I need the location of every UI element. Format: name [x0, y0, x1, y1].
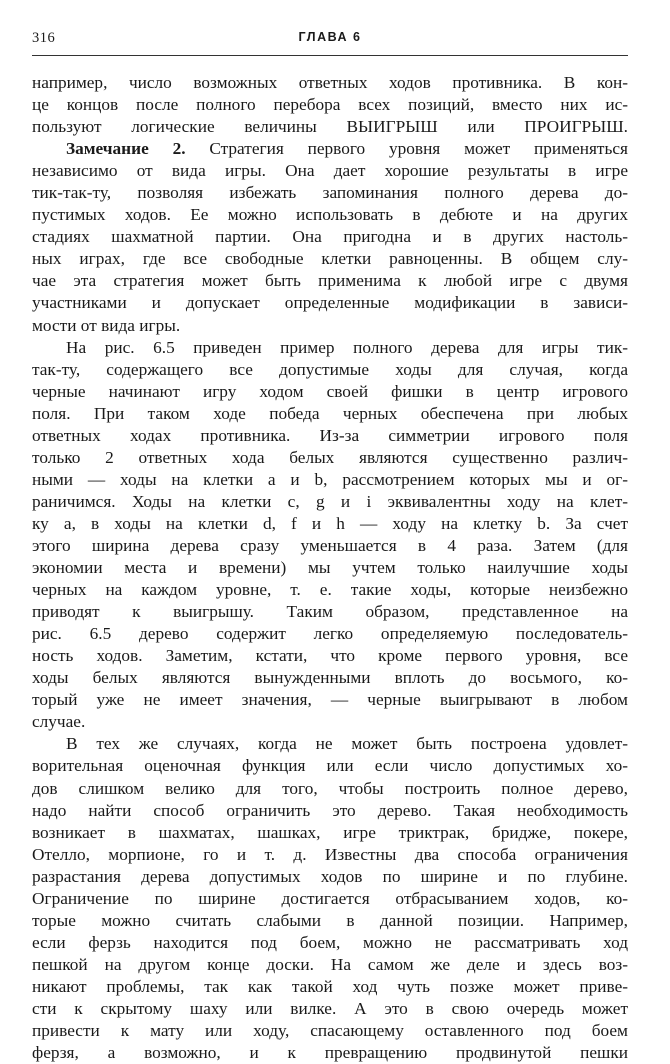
text-line: надо найти способ ограничить это дерево. Такая необходимость [32, 800, 628, 820]
text-line: только 2 ответных хода белых являются существенно различ- [32, 447, 628, 467]
text-line: разрастания дерева допустимых ходов по ширине и по глубине. [32, 866, 628, 886]
text-line: ходы белых являются вынужденными вплоть до восьмого, ко- [32, 668, 628, 688]
header-rule [32, 55, 628, 56]
page-number: 316 [32, 30, 56, 46]
text-line: возникает в шахматах, шашках, игре триктрак, бридже, покере, [32, 822, 628, 842]
running-header [32, 30, 628, 52]
text-line: На рис. 6.5 приведен пример полного дерева для игры тик- [66, 337, 628, 357]
text-line: ность ходов. Заметим, кстати, что кроме первого уровня, все [32, 646, 628, 666]
text-line: це концов после полного перебора всех позиций, вместо них ис- [32, 95, 628, 115]
text-line: пешкой на другом конце доски. На самом же деле и здесь воз- [32, 954, 628, 974]
text-line: ворительная оценочная функция или если число допустимых хо- [32, 756, 628, 776]
text-line: тик-так-ту, позволяя избежать запоминания полного дерева до- [32, 183, 628, 203]
remark-label: Замечание 2. [66, 139, 186, 159]
text-line: пользуют логические величины ВЫИГРЫШ или ПРОИГРЫШ. [32, 117, 628, 137]
text-line: Отелло, морпионе, го и т. д. Известны два способа ограничения [32, 844, 628, 864]
chapter-title: ГЛАВА 6 [298, 30, 362, 44]
remark-line [32, 138, 628, 160]
text-line: приводят к выигрышу. Таким образом, представленное на [32, 602, 628, 622]
text-line: Ограничение по ширине достигается отбрасыванием ходов, ко- [32, 888, 628, 908]
text-line: случае. [32, 712, 86, 732]
text-line: участниками и допускает определенные модификации в зависи- [32, 293, 628, 313]
text-line: ку a, в ходы на клетки d, f и h — ходу на клетку b. За счет [32, 513, 628, 533]
text-line: мости от вида игры. [32, 315, 181, 335]
text-line: стадиях шахматной партии. Она пригодна и в других настоль- [32, 227, 628, 247]
text-line: пустимых ходов. Ее можно использовать в дебюте и на других [32, 205, 628, 225]
text-line: ферзя, а возможно, и к превращению продвинутой пешки [32, 1043, 628, 1063]
text-line: никают проблемы, так как такой ход чуть позже может приве- [32, 976, 628, 996]
text-line: сти к скрытому шаху или вилке. А это в свою очередь может [32, 998, 628, 1018]
text-line: так-ту, содержащего все допустимые ходы для случая, когда [32, 359, 628, 379]
text-line: экономии места и времени) мы учтем только наилучшие ходы [32, 558, 628, 578]
text-line: торые можно считать слабыми в данной позиции. Например, [32, 910, 628, 930]
body-text [32, 72, 628, 1064]
text-line: черных на каждом уровне, т. е. такие ходы, которые неизбежно [32, 580, 628, 600]
text-line: раничимся. Ходы на клетки c, g и i эквивалентны ходу на клет- [32, 491, 628, 511]
text-line: привести к мату или ходу, спасающему оставленного под боем [32, 1021, 628, 1041]
remark-text: Стратегия первого уровня может применяться [209, 139, 628, 159]
text-line: ными — ходы на клетки a и b, рассмотрением которых мы и ог- [32, 469, 628, 489]
text-line: этого ширина дерева сразу уменьшается в 4 раза. Затем (для [32, 535, 628, 555]
text-line: черные начинают игру ходом своей фишки в центр игрового [32, 381, 628, 401]
text-line: чае эта стратегия может быть применима к любой игре с двумя [32, 271, 628, 291]
text-line: если ферзь находится под боем, можно не рассматривать ход [32, 932, 628, 952]
text-line: В тех же случаях, когда не может быть построена удовлет- [66, 734, 628, 754]
text-line: например, число возможных ответных ходов противника. В кон- [32, 73, 628, 92]
book-page [32, 30, 628, 1064]
text-line: ответных ходах противника. Из-за симметрии игрового поля [32, 425, 628, 445]
text-line: независимо от вида игры. Она дает хорошие результаты в игре [32, 161, 628, 181]
text-line: торый уже не имеет значения, — черные выигрывают в любом [32, 690, 628, 710]
text-line: дов слишком велико для того, чтобы построить полное дерево, [32, 778, 628, 798]
text-line: ных играх, где все свободные клетки равноценны. В общем слу- [32, 249, 628, 269]
text-line: поля. При таком ходе победа черных обеспечена при любых [32, 403, 628, 423]
text-line: рис. 6.5 дерево содержит легко определяемую последователь- [32, 624, 628, 644]
